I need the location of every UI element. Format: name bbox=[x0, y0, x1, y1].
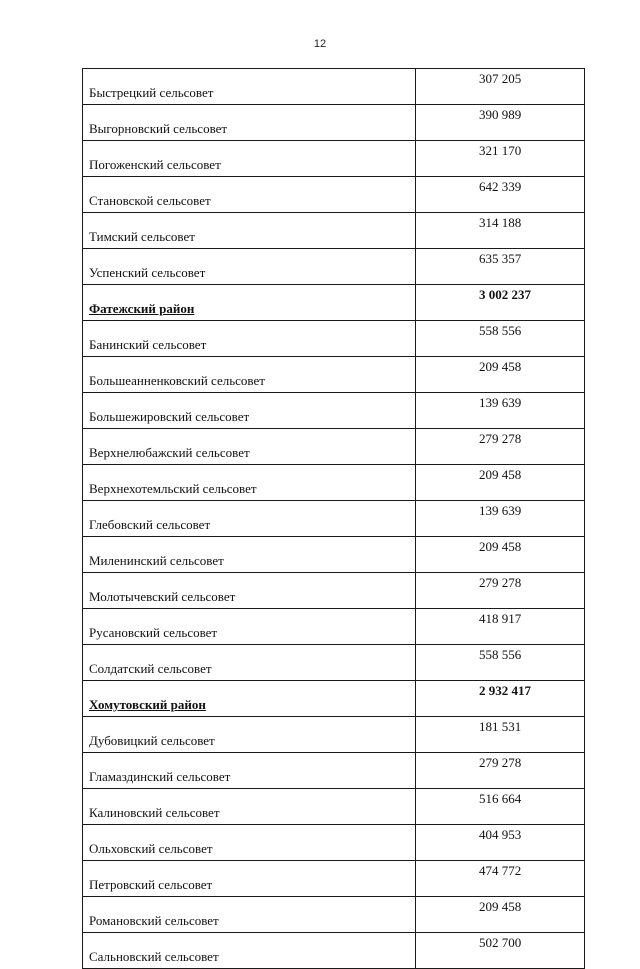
settlement-name-cell bbox=[83, 573, 416, 609]
table-row bbox=[83, 897, 585, 933]
amount-cell: 390 989 bbox=[416, 105, 585, 141]
settlement-name-cell bbox=[83, 465, 416, 501]
district-row bbox=[83, 285, 585, 321]
district-row bbox=[83, 681, 585, 717]
settlement-name-cell bbox=[83, 753, 416, 789]
table-row bbox=[83, 933, 585, 969]
amount-cell: 209 458 bbox=[416, 357, 585, 393]
settlement-name: Сальновский сельсовет bbox=[89, 949, 219, 964]
district-name-cell bbox=[83, 681, 416, 717]
settlement-name: Миленинский сельсовет bbox=[89, 553, 224, 568]
table-row bbox=[83, 789, 585, 825]
settlement-name-cell bbox=[83, 393, 416, 429]
table-row bbox=[83, 825, 585, 861]
settlement-name: Тимский сельсовет bbox=[89, 229, 195, 244]
settlement-name: Выгорновский сельсовет bbox=[89, 121, 228, 136]
amount-cell: 418 917 bbox=[416, 609, 585, 645]
settlement-name: Глебовский сельсовет bbox=[89, 517, 211, 532]
amount-cell: 279 278 bbox=[416, 429, 585, 465]
settlement-name-cell bbox=[83, 357, 416, 393]
settlement-name-cell bbox=[83, 501, 416, 537]
table-row bbox=[83, 105, 585, 141]
table-row bbox=[83, 573, 585, 609]
settlement-name: Дубовицкий сельсовет bbox=[89, 733, 215, 748]
settlement-name: Становской сельсовет bbox=[89, 193, 211, 208]
amount-cell: 474 772 bbox=[416, 861, 585, 897]
table-row bbox=[83, 501, 585, 537]
allocation-table bbox=[82, 68, 585, 969]
settlement-name: Калиновский сельсовет bbox=[89, 805, 220, 820]
settlement-name-cell bbox=[83, 105, 416, 141]
settlement-name-cell bbox=[83, 933, 416, 969]
table-row bbox=[83, 213, 585, 249]
amount-cell: 635 357 bbox=[416, 249, 585, 285]
settlement-name: Гламаздинский сельсовет bbox=[89, 769, 231, 784]
settlement-name: Погоженский сельсовет bbox=[89, 157, 221, 172]
table-row bbox=[83, 357, 585, 393]
settlement-name: Петровский сельсовет bbox=[89, 877, 213, 892]
amount-cell: 307 205 bbox=[416, 69, 585, 105]
settlement-name: Верхнелюбажский сельсовет bbox=[89, 445, 250, 460]
amount-cell: 321 170 bbox=[416, 141, 585, 177]
amount-cell: 642 339 bbox=[416, 177, 585, 213]
settlement-name: Банинский сельсовет bbox=[89, 337, 207, 352]
amount-cell: 314 188 bbox=[416, 213, 585, 249]
table-row bbox=[83, 141, 585, 177]
amount-cell: 404 953 bbox=[416, 825, 585, 861]
settlement-name-cell bbox=[83, 177, 416, 213]
settlement-name: Успенский сельсовет bbox=[89, 265, 206, 280]
settlement-name: Молотычевский сельсовет bbox=[89, 589, 236, 604]
table-row bbox=[83, 609, 585, 645]
settlement-name: Солдатский сельсовет bbox=[89, 661, 212, 676]
table-row bbox=[83, 753, 585, 789]
table-row bbox=[83, 717, 585, 753]
table-row bbox=[83, 429, 585, 465]
table-row bbox=[83, 177, 585, 213]
amount-cell: 516 664 bbox=[416, 789, 585, 825]
table-row bbox=[83, 69, 585, 105]
settlement-name-cell bbox=[83, 717, 416, 753]
amount-cell: 502 700 bbox=[416, 933, 585, 969]
settlement-name-cell bbox=[83, 249, 416, 285]
district-name: Хомутовский район bbox=[89, 697, 206, 712]
settlement-name-cell bbox=[83, 609, 416, 645]
amount-cell: 209 458 bbox=[416, 465, 585, 501]
settlement-name-cell bbox=[83, 645, 416, 681]
amount-cell: 139 639 bbox=[416, 501, 585, 537]
table-row bbox=[83, 321, 585, 357]
settlement-name-cell bbox=[83, 897, 416, 933]
district-total: 2 932 417 bbox=[416, 681, 585, 717]
amount-cell: 558 556 bbox=[416, 645, 585, 681]
settlement-name-cell bbox=[83, 825, 416, 861]
settlement-name-cell bbox=[83, 861, 416, 897]
page-number: 12 bbox=[313, 38, 327, 50]
settlement-name-cell bbox=[83, 429, 416, 465]
amount-cell: 279 278 bbox=[416, 573, 585, 609]
amount-cell: 139 639 bbox=[416, 393, 585, 429]
district-total: 3 002 237 bbox=[416, 285, 585, 321]
settlement-name-cell bbox=[83, 789, 416, 825]
settlement-name-cell bbox=[83, 537, 416, 573]
settlement-name-cell bbox=[83, 213, 416, 249]
amount-cell: 558 556 bbox=[416, 321, 585, 357]
amount-cell: 181 531 bbox=[416, 717, 585, 753]
settlement-name-cell bbox=[83, 321, 416, 357]
settlement-name: Быстрецкий сельсовет bbox=[89, 85, 214, 100]
table-row bbox=[83, 465, 585, 501]
table-row bbox=[83, 537, 585, 573]
district-name-cell bbox=[83, 285, 416, 321]
table-row bbox=[83, 645, 585, 681]
settlement-name-cell bbox=[83, 141, 416, 177]
table-body bbox=[83, 69, 585, 969]
table-row bbox=[83, 393, 585, 429]
settlement-name: Верхнехотемльский сельсовет bbox=[89, 481, 257, 496]
district-name: Фатежский район bbox=[89, 301, 195, 316]
settlement-name: Романовский сельсовет bbox=[89, 913, 219, 928]
settlement-name: Русановский сельсовет bbox=[89, 625, 218, 640]
table-row bbox=[83, 861, 585, 897]
amount-cell: 209 458 bbox=[416, 537, 585, 573]
amount-cell: 209 458 bbox=[416, 897, 585, 933]
settlement-name: Большежировский сельсовет bbox=[89, 409, 250, 424]
settlement-name-cell bbox=[83, 69, 416, 105]
settlement-name: Большеанненковский сельсовет bbox=[89, 373, 265, 388]
amount-cell: 279 278 bbox=[416, 753, 585, 789]
table-row bbox=[83, 249, 585, 285]
settlement-name: Ольховский сельсовет bbox=[89, 841, 213, 856]
